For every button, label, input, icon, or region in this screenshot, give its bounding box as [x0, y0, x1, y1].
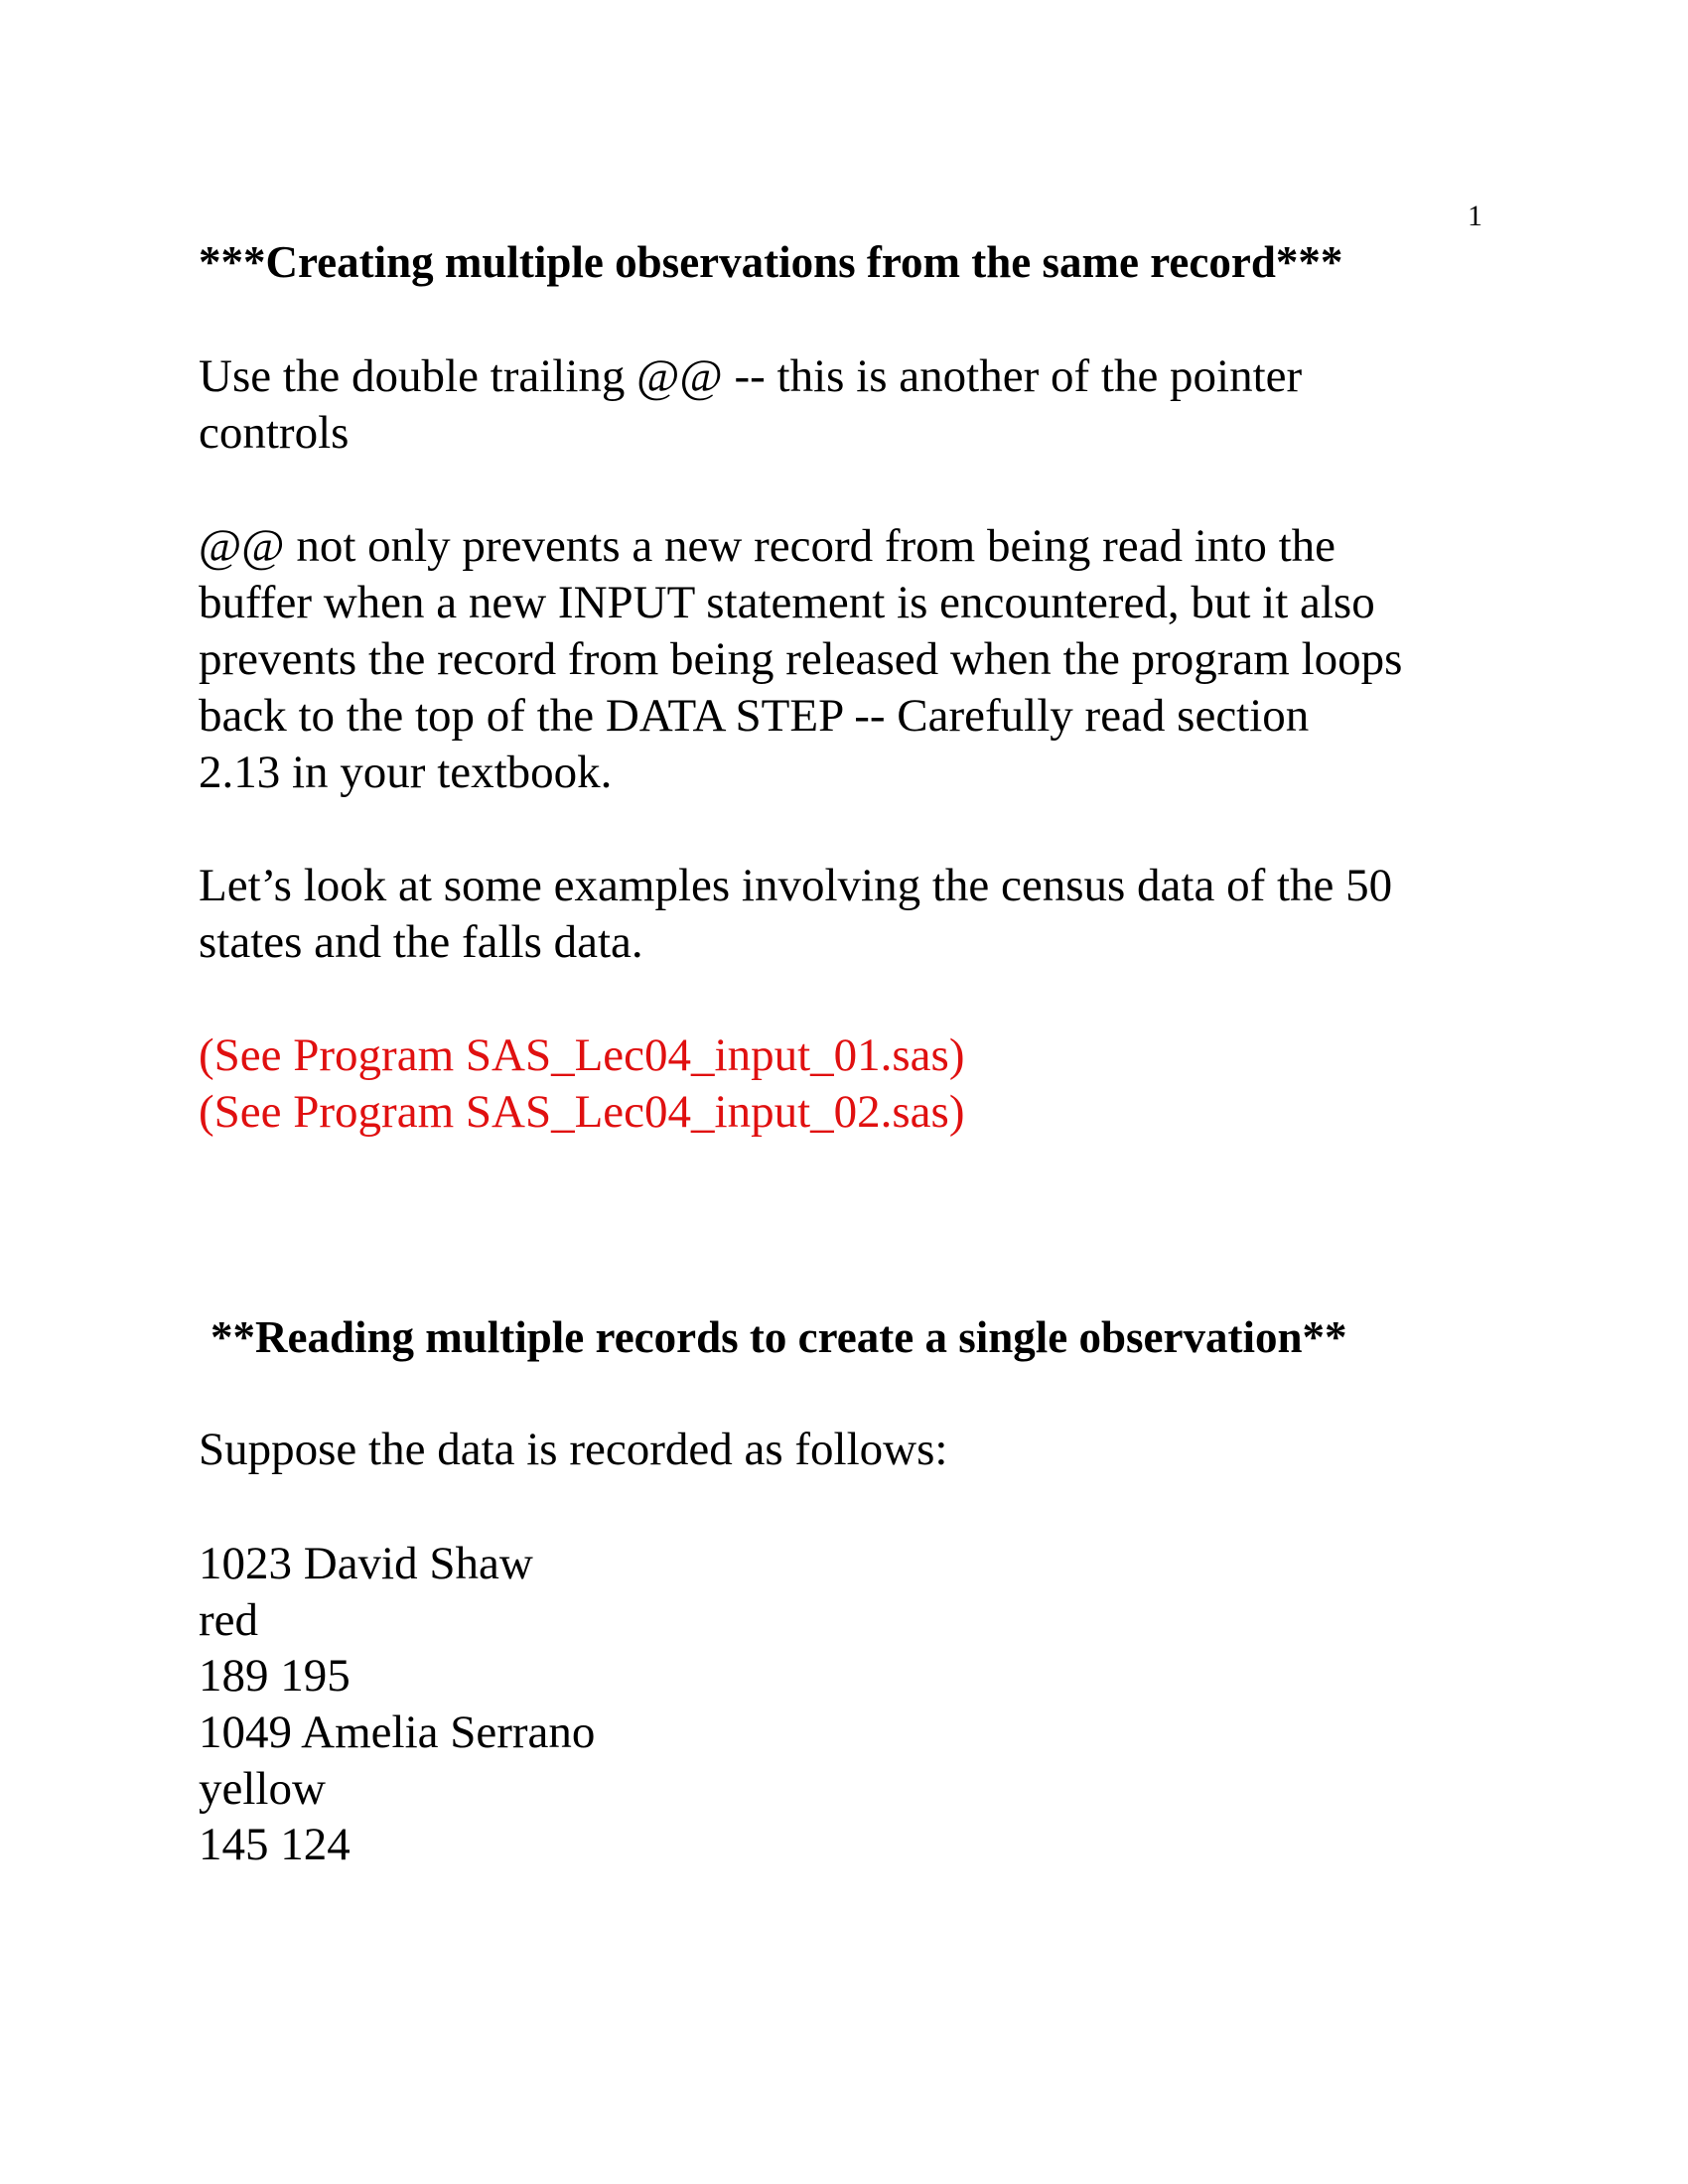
program-reference: (See Program SAS_Lec04_input_01.sas) — [199, 1029, 965, 1081]
data-line: 1023 David Shaw — [199, 1538, 533, 1589]
program-reference: (See Program SAS_Lec04_input_02.sas) — [199, 1086, 965, 1138]
data-line: red — [199, 1594, 259, 1646]
paragraph-line: Suppose the data is recorded as follows: — [199, 1424, 948, 1475]
data-line: 189 195 — [199, 1650, 351, 1702]
data-line: yellow — [199, 1763, 326, 1815]
page-number: 1 — [1468, 200, 1482, 232]
section-heading-1: ***Creating multiple observations from the same record*** — [199, 237, 1343, 287]
data-line: 1049 Amelia Serrano — [199, 1706, 596, 1758]
paragraph-line: 2.13 in your textbook. — [199, 747, 613, 798]
paragraph-line: buffer when a new INPUT statement is encountered, but it also — [199, 577, 1375, 628]
paragraph-line: @@ not only prevents a new record from being read into the — [199, 520, 1336, 572]
paragraph-line: Let’s look at some examples involving the census data of the 50 — [199, 860, 1393, 911]
paragraph-line: Use the double trailing @@ -- this is another of the pointer — [199, 350, 1303, 402]
paragraph-line: prevents the record from being released when the program loops — [199, 633, 1403, 685]
paragraph-line: controls — [199, 407, 350, 459]
paragraph-line: back to the top of the DATA STEP -- Carefully read section — [199, 690, 1310, 742]
paragraph-line: states and the falls data. — [199, 916, 643, 968]
section-heading-2: **Reading multiple records to create a single observation** — [211, 1312, 1347, 1362]
data-line: 145 124 — [199, 1819, 351, 1870]
